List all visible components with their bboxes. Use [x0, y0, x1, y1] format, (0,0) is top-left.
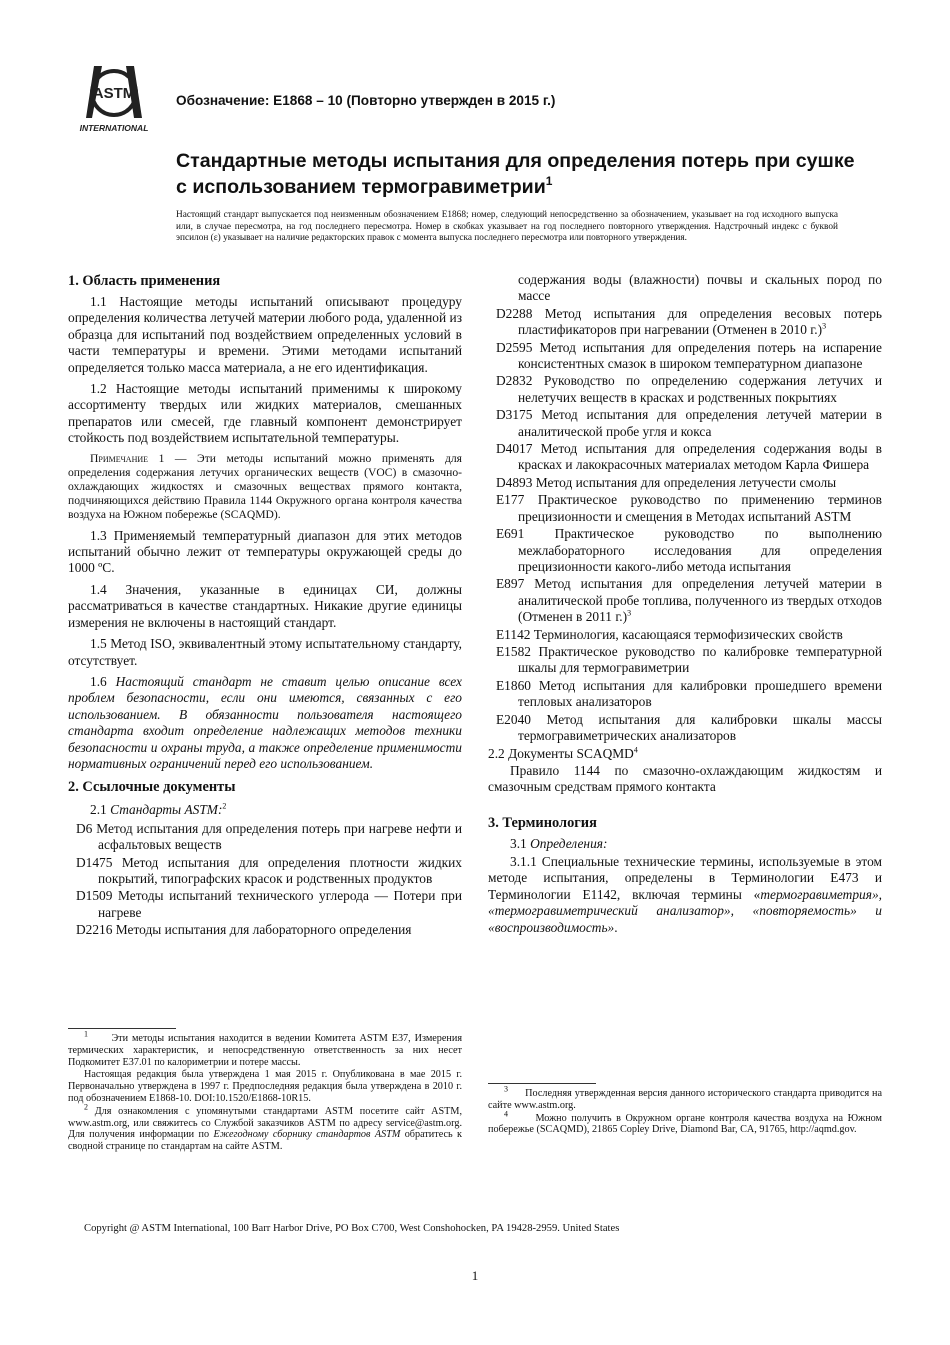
left-column: [68, 272, 462, 940]
subsection-2-2: 2.2 Документы SCAQMD$^4$: [488, 745, 638, 762]
reference-d1475: D1475 Метод испытания для определения плотности жидких покрытий, типографских красок и родственных продуктов: [76, 854, 462, 886]
logo-subtext: INTERNATIONAL: [79, 123, 149, 133]
page-number: 1: [471, 1268, 479, 1283]
subsection-3-1: 3.1 Определения:: [510, 835, 608, 851]
reference-d3175: D3175 Метод испытания для определения летучей материи в аналитической пробе угля и кокса: [496, 407, 882, 439]
paragraph-1-3: 1.3 Применяемый температурный диапазон для этих методов испытаний обычно лежит от температуры окружающей среды до 1000 ºС.: [68, 527, 462, 576]
paragraph-1-5: 1.5 Метод ISO, эквивалентный этому испытательному стандарту, отсутствует.: [68, 636, 462, 668]
footnotes-right: [488, 1083, 882, 1137]
section-heading-scope: 1. Область применения: [68, 273, 221, 289]
designation: Обозначение: E1868 – 10 (Повторно утвержден в 2015 г.): [176, 93, 556, 108]
footnotes-left: [68, 1028, 462, 1154]
footnote-2: $^2$ Для ознакомления с упомянутыми стандартами ASTM посетите сайт ASTM, www.astm.org, или свяжитесь со Службой заказчиков ASTM по адресу service@astm.org. Для получения информации по Ежегодному сборнику стандартов ASTM обратитесь к сводной странице по стандартам на сайте ASTM.: [68, 1102, 462, 1153]
reference-d4893: D4893 Метод испытания для определения летучести смолы: [496, 474, 837, 490]
reference-d4017: D4017 Метод испытания для определения содержания воды в красках и лакокрасочных материалах методом Карла Фишера: [496, 441, 882, 473]
reference-e177: E177 Практическое руководство по применению терминов прецизионности и смещения в Методах испытаний ASTM: [496, 492, 882, 524]
reference-e691: E691 Практическое руководство по выполнению межлабораторного исследования для определения прецизионности какого-либо метода испытания: [496, 526, 882, 574]
astm-logo: [72, 60, 156, 136]
reference-d1509: D1509 Методы испытаний технического углерода — Потери при нагреве: [76, 888, 462, 920]
paragraph-1-6: 1.6 Настоящий стандарт не ставит целью описание всех проблем безопасности, если они имеются, связанных с его использованием. В обязанности пользователя настоящего стандарта входит определение надлежащих методов техники безопасности и охраны труда, а также определение применимости нормативных ограничений перед его использованием.: [68, 673, 462, 771]
reference-e1582: E1582 Практическое руководство по калибровке температурной шкалы для термогравиметрии: [496, 643, 882, 676]
subsection-2-1: 2.1 Стандарты ASTM:$^2$: [90, 801, 227, 818]
reference-d2288: D2288 Метод испытания для определения весовых потерь пластификаторов при нагревании (Отменен в 2010 г.)$^3$: [496, 305, 882, 338]
paragraph-3-1-1: 3.1.1 Специальные технические термины, используемые в этом методе испытания, определены в Терминологии E473 и Терминологии E1142, включая термины «термогравиметрия», «термогравиметрический анализатор», «повторяемость» и «воспроизводимость».: [488, 854, 882, 935]
reference-e1142: E1142 Терминология, касающаяся термофизических свойств: [496, 626, 843, 642]
reference-e897: E897 Метод испытания для определения летучей материи в аналитической пробе топлива, полученного из твердых отходов (Отменен в 2011 г.)$^3$: [496, 576, 882, 625]
paragraph-1-1: 1.1 Настоящие методы испытаний описывают процедуру определения количества летучей материи любого рода, удаленной из образца для испытаний под воздействием определенных условий в части температуры и времени. Этими методами испытаний определяется только масса материала, а не его идентификация.: [68, 294, 462, 375]
section-heading-terminology: 3. Терминология: [488, 814, 597, 831]
issuance-note: Настоящий стандарт выпускается под неизменным обозначением E1868; номер, следующий непосредственно за обозначением, указывает на год исходного выпуска или, в случае пересмотра, на год последнего пересмотра. Номер в скобках указывает на год последнего повторного утверждения. Надстрочный индекс с буквой эпсилон (ε) указывает на наличие редакторских правок с момента выпуска последнего пересмотра или повторного утверждения.: [176, 210, 838, 243]
logo-text: ASTM: [92, 85, 136, 102]
paragraph-1-4: 1.4 Значения, указанные в единицах СИ, должны рассматриваться в качестве стандартных. Никакие другие единицы измерения не включены в настоящий стандарт.: [68, 581, 462, 630]
paragraph-1-2: 1.2 Настоящие методы испытаний применимы к широкому ассортименту твердых или жидких материалов, смешанных препаратов или смесей, где главный компонент демонстрирует стойкость под воздействием испытательной температуры.: [68, 381, 462, 446]
reference-d2832: D2832 Руководство по определению содержания летучих и нелетучих веществ в красках и родственных покрытиях: [496, 373, 882, 405]
reference-d2595: D2595 Метод испытания для определения потерь на испарение консистентных смазок в широком температурном диапазоне: [496, 339, 882, 372]
footnote-1-revision: Настоящая редакция была утверждена 1 мая 2015 г. Опубликована в мае 2015 г. Первоначально утверждена в 1997 г. Предпоследняя редакция была утверждена в 2010 г. под обозначением E1868-10. DOI:10.1520/E1868-10R15.: [68, 1069, 462, 1104]
rule-1144: Правило 1144 по смазочно-охлаждающим жидкостям и смазочным средствам прямого контакта: [488, 762, 882, 795]
note-1: Примечание 1 — Эти методы испытаний можно применять для определения содержания летучих органических веществ (VOC) в смазочно-охлаждающих жидкостях и смазочных веществах прямого контакта, подчиняющихся действию Правила 1144 Окружного органа контроля качества воздуха на Южном побережье (SCAQMD).: [68, 451, 462, 522]
reference-e2040: E2040 Метод испытания для калибровки шкалы массы термогравиметрических анализаторов: [496, 711, 882, 743]
footnote-4: $^4$ Можно получить в Окружном органе контроля качества воздуха на Южном побережье (SCAQMD), 21865 Copley Drive, Diamond Bar, CA, 91765, http://aqmd.gov.: [488, 1109, 883, 1136]
reference-d2216: D2216 Методы испытания для лабораторного определения: [76, 922, 412, 938]
copyright: Copyright @ ASTM International, 100 Barr Harbor Drive, PO Box C700, West Conshohocken, PA 19428-2959. United States: [84, 1223, 620, 1234]
reference-d2216-continued: содержания воды (влажности) почвы и скальных пород по массе: [518, 272, 882, 304]
right-column: [488, 272, 882, 941]
reference-e1860: E1860 Метод испытания для калибровки прошедшего времени тепловых анализаторов: [496, 677, 882, 710]
document-title: Стандартные методы испытания для определения потерь при сушке с использованием термогравиметрии$^1$: [176, 150, 855, 198]
section-heading-references: 2. Ссылочные документы: [68, 779, 236, 796]
footnote-1: $^1$ Эти методы испытания находится в ведении Комитета ASTM E37, Измерения термических характеристик, и непосредственную ответственность за них несет Подкомитет E37.01 по калориметрии и потере массы.: [68, 1029, 463, 1068]
reference-d6: D6 Метод испытания для определения потерь при нагреве нефти и асфальтовых веществ: [76, 820, 462, 853]
footnote-3: $^3$ Последняя утвержденная версия данного исторического стандарта приводится на сайте www.astm.org.: [488, 1084, 883, 1111]
